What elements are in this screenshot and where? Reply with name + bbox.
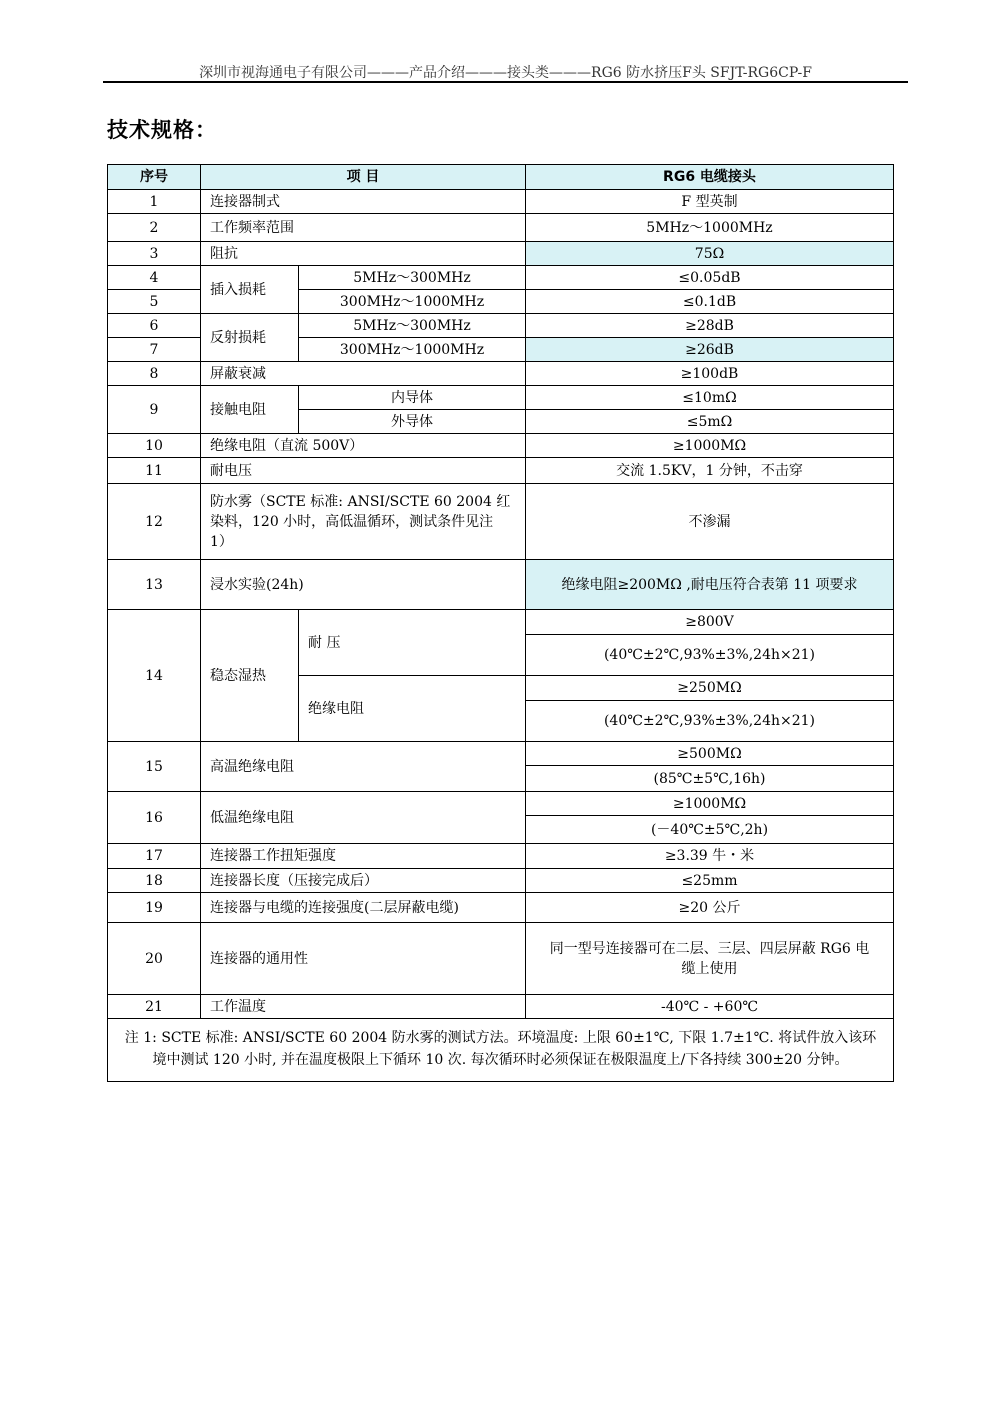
row-item: 高温绝缘电阻 — [201, 742, 526, 792]
row-subitem: 5MHz～300MHz — [299, 314, 526, 338]
row-no: 1 — [108, 190, 201, 214]
row-subitem: 300MHz～1000MHz — [299, 338, 526, 362]
row-value: ≥3.39 牛・米 — [526, 844, 894, 869]
row-no: 18 — [108, 869, 201, 893]
row-value: ≤25mm — [526, 869, 894, 893]
row-value-condition: (85℃±5℃,16h) — [526, 766, 894, 792]
row-item: 绝缘电阻（直流 500V） — [201, 434, 526, 458]
row-no: 5 — [108, 290, 201, 314]
row-value: ≤0.1dB — [526, 290, 894, 314]
row-no: 3 — [108, 242, 201, 266]
table-row — [108, 844, 894, 869]
row-no: 9 — [108, 386, 201, 434]
row-item: 阻抗 — [201, 242, 526, 266]
row-no: 19 — [108, 893, 201, 923]
row-no: 2 — [108, 214, 201, 242]
row-no: 12 — [108, 484, 201, 560]
row-value-condition: (40℃±2℃,93%±3%,24h×21) — [526, 635, 894, 676]
row-value: 绝缘电阻≥200MΩ ,耐电压符合表第 11 项要求 — [526, 560, 894, 610]
table-row — [108, 560, 894, 610]
row-no: 17 — [108, 844, 201, 869]
row-value: ≥20 公斤 — [526, 893, 894, 923]
header-value: RG6 电缆接头 — [526, 165, 894, 190]
row-value: 75Ω — [526, 242, 894, 266]
row-value: ≥500MΩ — [526, 742, 894, 766]
row-value: 同一型号连接器可在二层、三层、四层屏蔽 RG6 电缆上使用 — [526, 923, 894, 995]
row-item: 稳态湿热 — [201, 610, 299, 742]
header-divider — [103, 81, 908, 83]
row-subitem: 5MHz～300MHz — [299, 266, 526, 290]
footnote: 注 1: SCTE 标准: ANSI/SCTE 60 2004 防水雾的测试方法。环境温度: 上限 60±1℃, 下限 1.7±1℃. 将试件放入该环境中测试 120 小时, 并在温度极限上下循环 10 次. 每次循环时必须保证在极限温度上/下各持续 300±20 分钟。 — [108, 1019, 894, 1082]
row-item: 工作频率范围 — [201, 214, 526, 242]
row-item: 耐电压 — [201, 458, 526, 484]
table-row — [108, 742, 894, 766]
table-row — [108, 893, 894, 923]
table-row — [108, 314, 894, 338]
note-row — [108, 1019, 894, 1082]
row-no: 11 — [108, 458, 201, 484]
row-no: 20 — [108, 923, 201, 995]
table-row — [108, 190, 894, 214]
row-item: 低温绝缘电阻 — [201, 792, 526, 844]
table-row — [108, 214, 894, 242]
row-value: ≥250MΩ — [526, 676, 894, 701]
row-no: 16 — [108, 792, 201, 844]
row-value: ≤10mΩ — [526, 386, 894, 410]
row-value: ≥1000MΩ — [526, 434, 894, 458]
page-header: 深圳市视海通电子有限公司———产品介绍———接头类———RG6 防水挤压F头 SFJT-RG6CP-F — [199, 65, 812, 81]
table-row — [108, 923, 894, 995]
row-item: 工作温度 — [201, 995, 526, 1019]
row-no: 21 — [108, 995, 201, 1019]
row-item: 反射损耗 — [201, 314, 299, 362]
row-no: 13 — [108, 560, 201, 610]
row-item: 连接器工作扭矩强度 — [201, 844, 526, 869]
row-no: 15 — [108, 742, 201, 792]
table-header-row — [108, 165, 894, 190]
row-value: ≥800V — [526, 610, 894, 635]
row-value: -40℃ - +60℃ — [526, 995, 894, 1019]
table-row — [108, 610, 894, 635]
row-subitem: 绝缘电阻 — [299, 676, 526, 742]
row-subitem: 内导体 — [299, 386, 526, 410]
table-row — [108, 386, 894, 410]
row-item: 防水雾（SCTE 标准: ANSI/SCTE 60 2004 红染料，120 小时，高低温循环，测试条件见注 1） — [201, 484, 526, 560]
table-row — [108, 362, 894, 386]
row-item: 屏蔽衰减 — [201, 362, 526, 386]
row-value-condition: (－40℃±5℃,2h) — [526, 816, 894, 844]
row-subitem: 耐 压 — [299, 610, 526, 676]
table-row — [108, 266, 894, 290]
row-item: 连接器的通用性 — [201, 923, 526, 995]
row-no: 8 — [108, 362, 201, 386]
row-no: 7 — [108, 338, 201, 362]
row-no: 10 — [108, 434, 201, 458]
row-item: 连接器长度（压接完成后） — [201, 869, 526, 893]
table-row — [108, 242, 894, 266]
table-row — [108, 458, 894, 484]
row-value: ≥28dB — [526, 314, 894, 338]
row-value: ≥26dB — [526, 338, 894, 362]
row-value: F 型英制 — [526, 190, 894, 214]
row-value: ≤5mΩ — [526, 410, 894, 434]
table-row — [108, 484, 894, 560]
row-item: 连接器制式 — [201, 190, 526, 214]
row-item: 连接器与电缆的连接强度(二层屏蔽电缆) — [201, 893, 526, 923]
table-row — [108, 995, 894, 1019]
row-value: ≤0.05dB — [526, 266, 894, 290]
row-no: 6 — [108, 314, 201, 338]
row-item: 插入损耗 — [201, 266, 299, 314]
header-no: 序号 — [108, 165, 201, 190]
page-title: 技术规格： — [107, 118, 217, 142]
row-value: ≥100dB — [526, 362, 894, 386]
row-no: 14 — [108, 610, 201, 742]
row-subitem: 300MHz～1000MHz — [299, 290, 526, 314]
table-row — [108, 869, 894, 893]
row-value-condition: (40℃±2℃,93%±3%,24h×21) — [526, 701, 894, 742]
row-no: 4 — [108, 266, 201, 290]
row-value: 交流 1.5KV，1 分钟，不击穿 — [526, 458, 894, 484]
spec-table — [107, 164, 894, 1082]
header-item: 项 目 — [201, 165, 526, 190]
row-item: 接触电阻 — [201, 386, 299, 434]
row-subitem: 外导体 — [299, 410, 526, 434]
row-value: ≥1000MΩ — [526, 792, 894, 816]
table-row — [108, 792, 894, 816]
row-value: 5MHz～1000MHz — [526, 214, 894, 242]
table-row — [108, 434, 894, 458]
row-item: 浸水实验(24h) — [201, 560, 526, 610]
row-value: 不渗漏 — [526, 484, 894, 560]
